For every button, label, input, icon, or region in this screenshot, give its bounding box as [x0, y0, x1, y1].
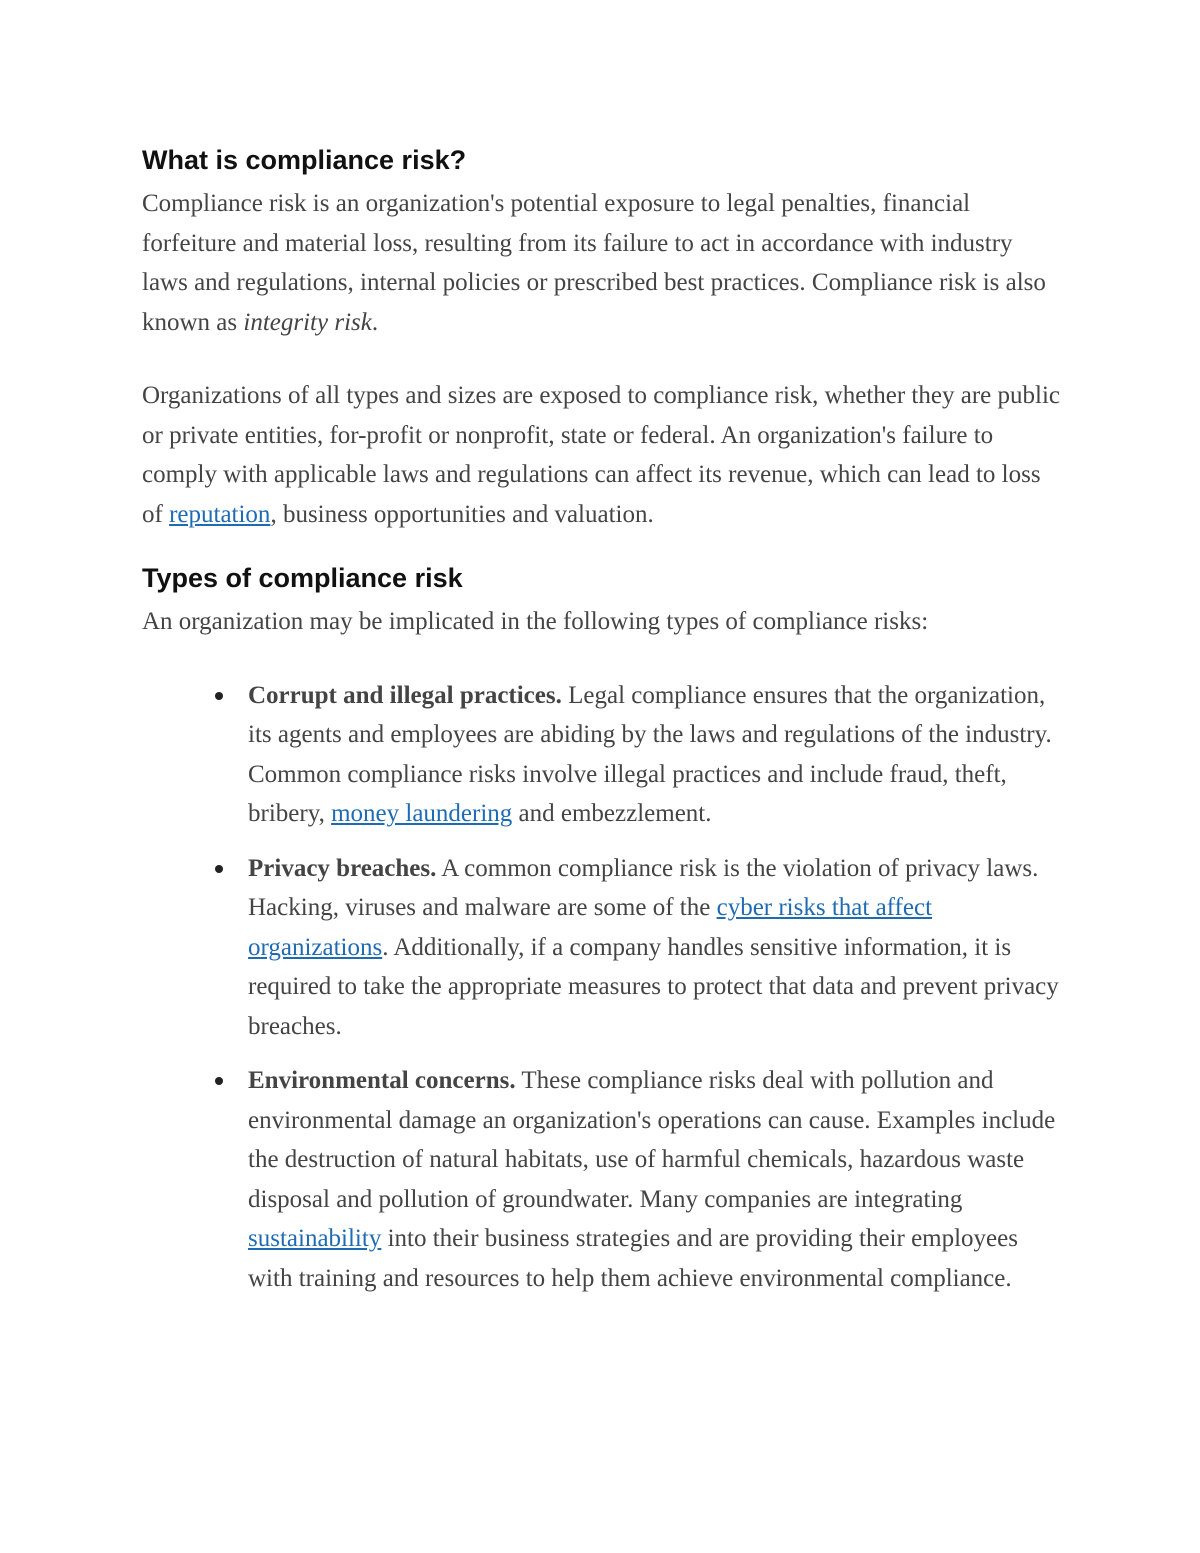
bullet-icon	[215, 865, 223, 873]
definition-end: .	[371, 308, 379, 336]
list-item-text: These compliance risks deal with pollution and environmental damage an organization's operations can cause. Examples include the destruction of natural habitats, use of harmful chemicals, hazardous waste disposal and pollution of groundwater. Many companies are integrating	[248, 1067, 1056, 1213]
list-item-term: Privacy breaches.	[248, 854, 437, 882]
reputation-link[interactable]: reputation	[169, 500, 271, 528]
list-item-text: A common compliance risk is the violation of privacy laws. Hacking, viruses and malware are some of the	[248, 854, 1039, 921]
bullet-icon	[215, 692, 223, 700]
organizations-text: Organizations of all types and sizes are exposed to compliance risk, whether they are public or private entities, for-profit or nonprofit, state or federal. An organization's failure to comply with applicable laws and regulations can affect its revenue, which can lead to loss of	[142, 382, 1060, 528]
paragraph-types-intro: An organization may be implicated in the following types of compliance risks:	[142, 608, 929, 635]
paragraph-organizations	[142, 376, 1064, 534]
paragraph-definition	[142, 184, 1064, 342]
list-item-text-end: into their business strategies and are providing their employees with training and resources to help them achieve environmental compliance.	[248, 1225, 1018, 1292]
list-item-environmental-concerns	[248, 1061, 1064, 1298]
heading-what-is-compliance-risk: What is compliance risk?	[142, 145, 467, 175]
cyber-risks-link[interactable]: cyber risks that affect organizations	[248, 894, 933, 961]
document-page	[142, 138, 1064, 1313]
list-item-text: Legal compliance ensures that the organization, its agents and employees are abiding by the laws and regulations of the industry. Common compliance risks involve illegal practices and include fraud, theft, bribery,	[248, 681, 1052, 827]
bullet-icon	[215, 1077, 223, 1085]
list-item-corrupt-practices	[248, 676, 1064, 834]
integrity-risk-term: integrity risk	[243, 308, 372, 336]
list-item-text-end: and embezzlement.	[512, 800, 712, 827]
list-item-text-end: . Additionally, if a company handles sensitive information, it is required to take the appropriate measures to protect that data and prevent privacy breaches.	[248, 933, 1059, 1040]
heading-types-of-compliance-risk: Types of compliance risk	[142, 563, 463, 593]
definition-text: Compliance risk is an organization's potential exposure to legal penalties, financial forfeiture and material loss, resulting from its failure to act in accordance with industry laws and regulations, internal policies or prescribed best practices. Compliance risk is also known as	[142, 190, 1046, 336]
list-item-term: Environmental concerns.	[248, 1067, 516, 1094]
list-item-term: Corrupt and illegal practices.	[248, 681, 562, 709]
compliance-risk-list	[142, 676, 1064, 1299]
money-laundering-link[interactable]: money laundering	[331, 800, 513, 827]
organizations-text-end: , business opportunities and valuation.	[270, 500, 654, 528]
sustainability-link[interactable]: sustainability	[248, 1225, 382, 1252]
list-item-privacy-breaches	[248, 849, 1064, 1047]
